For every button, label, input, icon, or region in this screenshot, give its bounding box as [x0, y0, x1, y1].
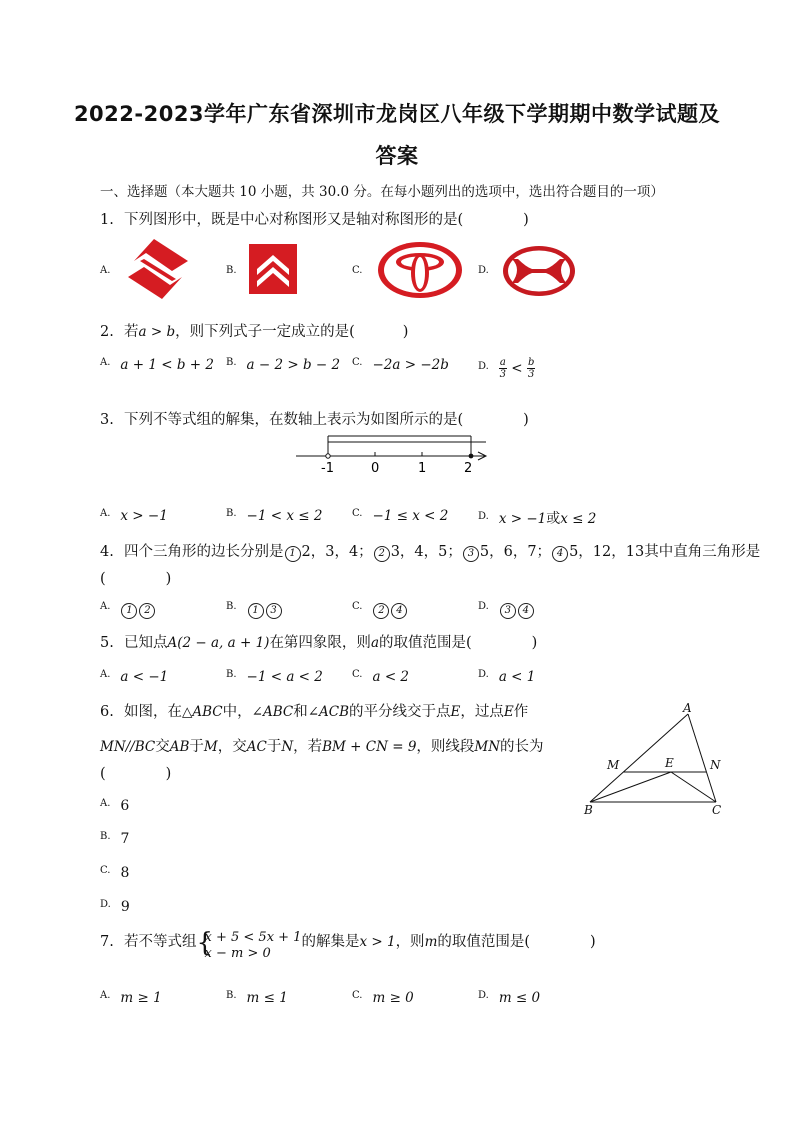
question-7: 7. 若不等式组 { x + 5 < 5x + 1 x − m > 0 的解集是x > 1，则m的取值范围是( ) [100, 928, 596, 961]
label-m: M [607, 758, 620, 772]
question-6-paren: ( ) [100, 766, 172, 782]
option-c[interactable]: $^{C.}$ 2 4 [352, 601, 408, 619]
option-a[interactable]: $^{A.}$ 6 [100, 798, 130, 814]
question-text: 中， [222, 704, 252, 720]
question-4-paren: ( ) [100, 571, 172, 587]
question-text: 下列图形中，既是中心对称图形又是轴对称图形的是( [124, 212, 464, 228]
question-text: 作 [513, 704, 529, 720]
math-term: AB [169, 739, 190, 755]
option-d[interactable]: $^{D.}$ 3 4 [478, 601, 535, 619]
math-term: E [503, 704, 514, 720]
section-heading: 一、选择题（本大题共 10 小题，共 30.0 分。在每小题列出的选项中，选出符合题目的一项） [100, 184, 664, 200]
math-term: MN [474, 739, 501, 755]
option-d[interactable]: $^{D.}$ $\frac{a}{3}$ < $\frac{b}{3}$ [478, 357, 535, 380]
question-text: ，则线段 [416, 739, 475, 755]
option-b[interactable]: $^{B.}$ −1 < a < 2 [226, 669, 323, 685]
option-d[interactable]: $^{D.}$ a < 1 [478, 669, 536, 685]
question-5: 5. 已知点A(2 − a, a + 1)在第四象限，则a的取值范围是( ) [100, 635, 538, 651]
question-text: 和 [293, 704, 308, 720]
page-title: 2022-2023学年广东省深圳市龙岗区八年级下学期期中数学试题及 [73, 102, 721, 126]
page-title-line2: 答案 [375, 144, 419, 168]
option-a[interactable]: A. [100, 265, 111, 276]
number-line-figure [296, 430, 492, 476]
question-text: 如图，在 [124, 704, 182, 720]
question-text: 于 [266, 739, 282, 755]
math-term: BM + CN = 9 [322, 739, 417, 755]
suzuki-logo-icon [126, 237, 190, 301]
question-number: 1. [100, 212, 114, 228]
question-text: 于 [189, 739, 204, 755]
question-text: 的平分线交于点 [349, 704, 451, 720]
label-b: B [584, 803, 593, 817]
hino-logo-icon [502, 245, 576, 297]
math-term: ∠ACB [307, 704, 350, 720]
option-b[interactable]: $^{B.}$ 7 [100, 831, 130, 847]
question-3: 3. 下列不等式组的解集，在数轴上表示为如图所示的是( ) [100, 412, 529, 428]
option-c[interactable]: $^{C.}$ −2a > −2b [352, 357, 449, 373]
tick-label: 1 [418, 461, 427, 476]
tick-label: 0 [371, 461, 380, 476]
option-d[interactable]: D. [478, 265, 489, 276]
option-b[interactable]: $^{B.}$ a − 2 > b − 2 [226, 357, 341, 373]
tick-label: -1 [321, 461, 334, 476]
question-4: 4. 四个三角形的边长分别是 1 2，3，4； 2 3，4，5； 3 5，6，7； 4 5，12，13其中直角三角形是 [100, 544, 761, 560]
label-c: C [712, 803, 722, 817]
question-text: 交 [155, 739, 170, 755]
question-text: ，交 [217, 739, 247, 755]
question-text: 的长为 [500, 739, 544, 755]
question-6-line2 [100, 735, 544, 756]
option-b[interactable]: $^{B.}$ 1 3 [226, 601, 283, 619]
math-term: M [203, 739, 218, 755]
option-a[interactable]: $^{A.}$ m ≥ 1 [100, 990, 162, 1006]
math-term: ∠ABC [251, 704, 294, 720]
option-c[interactable]: $^{C.}$ m ≥ 0 [352, 990, 414, 1006]
math-term: N [281, 739, 294, 755]
option-c[interactable]: $^{C.}$ 8 [100, 865, 130, 881]
inequality-system: { x + 5 < 5x + 1 x − m > 0 [196, 928, 302, 961]
tick-label: 2 [464, 461, 473, 476]
citroen-logo-icon [249, 244, 297, 294]
label-n: N [710, 758, 721, 772]
option-c[interactable]: $^{C.}$ −1 ≤ x < 2 [352, 508, 449, 524]
triangle-figure [580, 700, 730, 818]
toyota-logo-icon [376, 240, 464, 300]
label-e: E [665, 756, 674, 770]
question-text: ，若 [293, 739, 323, 755]
option-d[interactable]: $^{D.}$ x > −1或x ≤ 2 [478, 511, 597, 527]
option-c[interactable]: C. [352, 265, 363, 276]
option-a[interactable]: $^{A.}$ 1 2 [100, 601, 156, 619]
question-6-line1: 6. 如图，在△ABC中，∠ABC和∠ACB的平分线交于点E，过点E作 [100, 704, 529, 720]
option-c[interactable]: $^{C.}$ a < 2 [352, 669, 410, 685]
option-a[interactable]: $^{A.}$ a + 1 < b + 2 [100, 357, 214, 373]
option-a[interactable]: $^{A.}$ x > −1 [100, 508, 168, 524]
option-b[interactable]: $^{B.}$ −1 < x ≤ 2 [226, 508, 323, 524]
label-a: A [683, 701, 692, 715]
option-d[interactable]: $^{D.}$ 9 [100, 899, 130, 915]
question-2: 2. 若a > b，则下列式子一定成立的是( ) [100, 324, 409, 340]
math-term: MN//BC [100, 739, 156, 755]
option-a[interactable]: $^{A.}$ a < −1 [100, 669, 169, 685]
option-b[interactable]: $^{B.}$ m ≤ 1 [226, 990, 288, 1006]
math-term: AC [246, 739, 267, 755]
option-b[interactable]: B. [226, 265, 237, 276]
math-term: E [450, 704, 461, 720]
math-term: △ABC [182, 704, 223, 720]
question-text: ，过点 [460, 704, 504, 720]
option-d[interactable]: $^{D.}$ m ≤ 0 [478, 990, 541, 1006]
question-1: 1. 下列图形中，既是中心对称图形又是轴对称图形的是( ) [100, 212, 529, 228]
